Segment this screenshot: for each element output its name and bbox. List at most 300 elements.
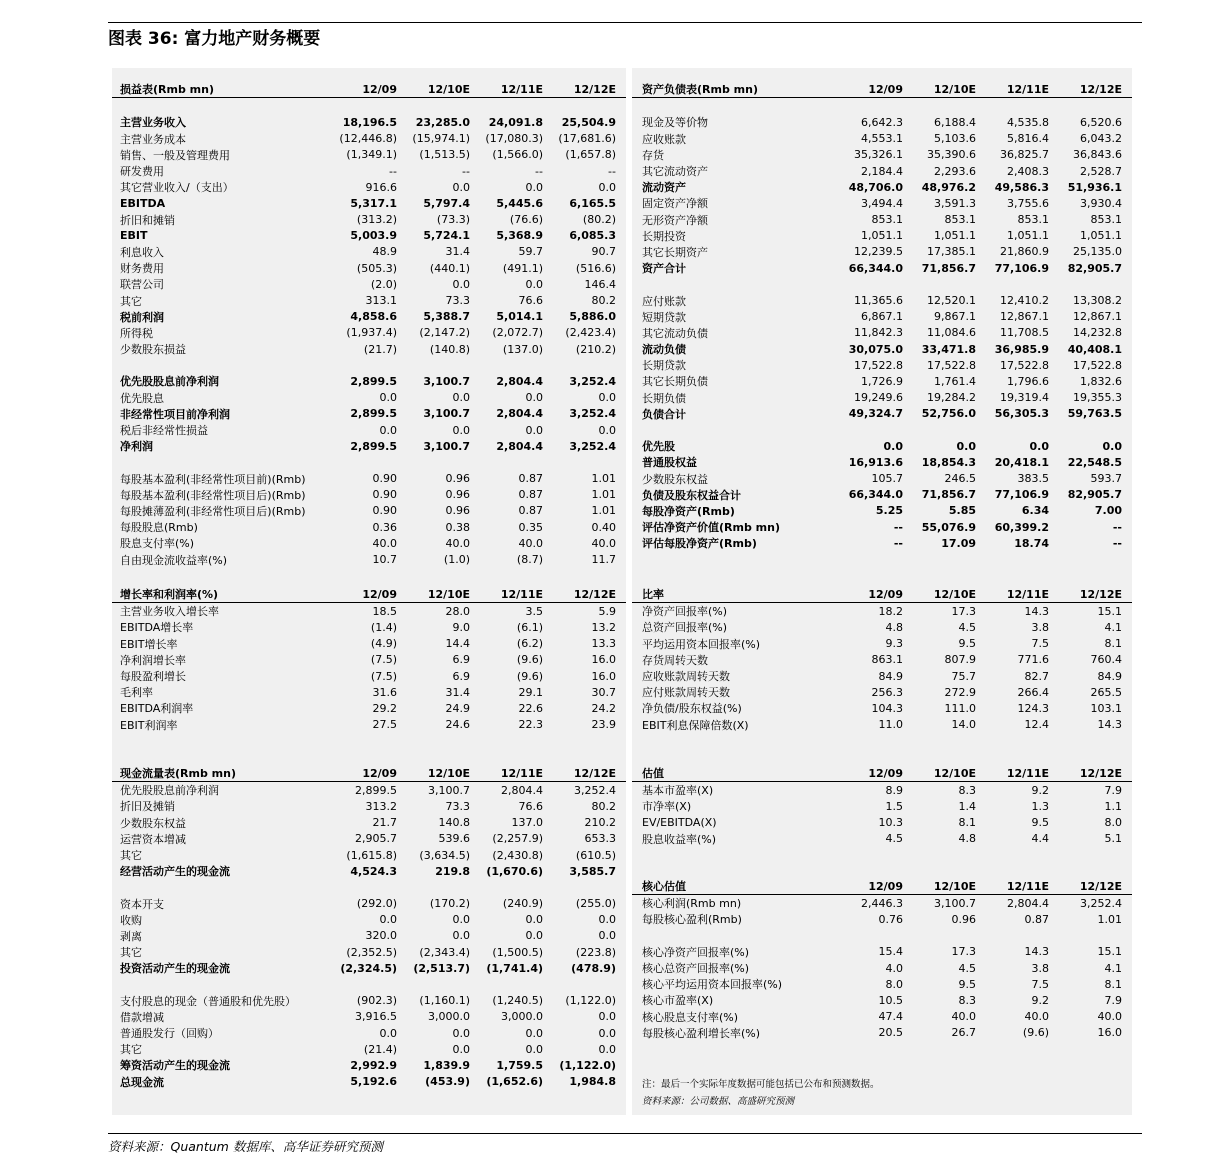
cell-value: 35,326.1	[854, 148, 903, 162]
cell-value: 771.6	[1017, 653, 1049, 667]
row-label: 其它	[120, 294, 142, 308]
table-row	[112, 325, 626, 341]
table-row	[112, 309, 626, 325]
table-row	[632, 131, 1132, 147]
cell-value: 0.0	[452, 1042, 470, 1056]
cell-value: 17,522.8	[1073, 358, 1122, 372]
cell-value: 23.9	[591, 718, 616, 732]
table-row	[112, 863, 626, 879]
cell-value: 3,585.7	[569, 864, 616, 878]
cell-value: 539.6	[438, 832, 470, 846]
table-row	[112, 831, 626, 847]
cell-value: 49,324.7	[848, 407, 903, 421]
table-row	[112, 228, 626, 244]
cell-value: 1,839.9	[423, 1058, 470, 1072]
core-valuation-table	[632, 878, 1132, 1041]
table-row	[112, 276, 626, 292]
cell-value: 3,252.4	[574, 783, 616, 797]
cell-value: 12,520.1	[927, 294, 976, 308]
row-label: 毛利率	[120, 686, 153, 700]
cell-value: 0.0	[883, 439, 903, 453]
table-row	[112, 896, 626, 912]
cell-value: 1.5	[885, 799, 903, 813]
cell-value: 82,905.7	[1067, 488, 1122, 502]
cell-value: 0.40	[591, 520, 616, 534]
cell-value: 1,051.1	[934, 229, 976, 243]
cell-value: 84.9	[878, 669, 903, 683]
cell-value: 0.0	[379, 423, 397, 437]
table-row	[112, 684, 626, 700]
row-label: 股息收益率(%)	[642, 832, 717, 846]
table-row	[632, 212, 1132, 228]
cell-value: 0.0	[525, 180, 543, 194]
cell-value: (240.9)	[502, 897, 543, 911]
cell-value: 12/09	[868, 766, 903, 780]
cell-value: 1,051.1	[1007, 229, 1049, 243]
row-label: 投资活动产生的现金流	[120, 962, 230, 976]
cell-value: 66,344.0	[848, 488, 903, 502]
table-row	[112, 487, 626, 503]
cell-value: 0.35	[518, 520, 543, 534]
cell-value: 17,522.8	[927, 358, 976, 372]
table-row	[632, 944, 1132, 960]
cell-value: 12/11E	[1006, 587, 1049, 601]
cell-value: 3,000.0	[428, 1010, 470, 1024]
table-row	[632, 928, 1132, 944]
cell-value: 17,522.8	[1000, 358, 1049, 372]
cell-value: 12,410.2	[1000, 294, 1049, 308]
cell-value: (516.6)	[575, 261, 616, 275]
cell-value: 0.90	[372, 472, 397, 486]
cell-value: 12/11E	[1006, 879, 1049, 893]
row-label: 其它	[120, 946, 142, 960]
table-row	[632, 341, 1132, 357]
cell-value: 2,804.4	[496, 439, 543, 453]
cell-value: 31.4	[445, 685, 470, 699]
cell-value: 3.5	[525, 604, 543, 618]
cell-value: 24,091.8	[488, 115, 543, 129]
cell-value: 12/11E	[1006, 82, 1049, 96]
row-label: 每股摊薄盈利(非经常性项目后)(Rmb)	[120, 504, 306, 518]
cell-value: 2,804.4	[1007, 896, 1049, 910]
cell-value: 5,816.4	[1007, 132, 1049, 146]
cell-value: 40.0	[951, 1010, 976, 1024]
row-label: EBITDA增长率	[120, 621, 194, 635]
cell-value: 23,285.0	[415, 115, 470, 129]
cell-value: 18.5	[372, 604, 397, 618]
cell-value: 0.0	[598, 1042, 616, 1056]
cell-value: 210.2	[584, 816, 616, 830]
row-label: EBITDA	[120, 196, 166, 210]
row-label: 资本开支	[120, 897, 164, 911]
table-row	[632, 147, 1132, 163]
cell-value: 48,976.2	[921, 180, 976, 194]
cell-value: (2,352.5)	[346, 945, 397, 959]
row-label: 流动资产	[642, 181, 686, 195]
table-row	[112, 471, 626, 487]
cell-value: 593.7	[1090, 472, 1122, 486]
cell-value: 5,388.7	[423, 310, 470, 324]
cell-value: 15.1	[1097, 604, 1122, 618]
row-label: 长期负债	[642, 391, 686, 405]
cell-value: (6.1)	[516, 620, 543, 634]
row-label: 其它营业收入/（支出）	[120, 181, 234, 195]
cell-value: 17,385.1	[927, 245, 976, 259]
cell-value: (313.2)	[356, 213, 397, 227]
table-row	[632, 960, 1132, 976]
cell-value: 29.2	[372, 701, 397, 715]
cell-value: 4,524.3	[350, 864, 397, 878]
row-label: 市净率(X)	[642, 800, 692, 814]
row-label: 主营业务成本	[120, 132, 186, 146]
cell-value: 14,232.8	[1073, 326, 1122, 340]
cell-value: 16.0	[591, 653, 616, 667]
cell-value: 3,252.4	[1080, 896, 1122, 910]
cell-value: 9.5	[1031, 816, 1049, 830]
cell-value: 5,317.1	[350, 196, 397, 210]
cell-value: 0.96	[445, 472, 470, 486]
cell-value: 0.0	[598, 423, 616, 437]
cell-value: (1,937.4)	[346, 326, 397, 340]
cell-value: 36,985.9	[994, 342, 1049, 356]
cell-value: 0.76	[878, 912, 903, 926]
table-row	[112, 163, 626, 179]
row-label: 每股净资产(Rmb)	[642, 504, 735, 518]
cell-value: 5,368.9	[496, 229, 543, 243]
cell-value: 2,899.5	[350, 439, 397, 453]
table-row	[632, 1025, 1132, 1041]
cell-value: 21.7	[372, 816, 397, 830]
cell-value: 31.6	[372, 685, 397, 699]
table-row	[112, 1041, 626, 1057]
cell-value: (292.0)	[356, 897, 397, 911]
cell-value: 8.0	[1104, 816, 1122, 830]
cell-value: 12/12E	[1079, 766, 1122, 780]
row-label: 少数股东损益	[120, 343, 186, 357]
cell-value: 19,319.4	[1000, 391, 1049, 405]
cell-value: (1.4)	[370, 620, 397, 634]
top-rule	[108, 22, 1142, 23]
table-row	[632, 603, 1132, 619]
cell-value: 35,390.6	[927, 148, 976, 162]
table-row	[112, 292, 626, 308]
cell-value: 18,854.3	[921, 455, 976, 469]
cell-value: 14.4	[445, 637, 470, 651]
row-label: 其它	[120, 1043, 142, 1057]
table-row	[632, 373, 1132, 389]
row-label: EBIT利息保障倍数(X)	[642, 718, 749, 732]
row-label: 少数股东权益	[120, 816, 186, 830]
cell-value: 36,843.6	[1073, 148, 1122, 162]
cell-value: 6,642.3	[861, 115, 903, 129]
table-row	[112, 341, 626, 357]
cell-value: 2,293.6	[934, 164, 976, 178]
cell-value: 90.7	[591, 245, 616, 259]
table-row	[112, 1057, 626, 1073]
right-panel	[632, 68, 1132, 1115]
row-label: EBIT利润率	[120, 718, 178, 732]
table-row	[632, 454, 1132, 470]
cell-value: 12/10E	[427, 82, 470, 96]
table-row	[632, 798, 1132, 814]
cell-value: 13,308.2	[1073, 294, 1122, 308]
cell-value: 12/09	[868, 879, 903, 893]
table-row	[632, 228, 1132, 244]
cell-value: 7.5	[1031, 637, 1049, 651]
cell-value: 2,992.9	[350, 1058, 397, 1072]
cell-value: (2,343.4)	[419, 945, 470, 959]
table-row	[112, 668, 626, 684]
cell-value: 0.96	[445, 504, 470, 518]
cell-value: 6.9	[452, 653, 470, 667]
cell-value: 14.3	[1024, 604, 1049, 618]
row-label: 增长率和利润率(%)	[120, 588, 219, 602]
cell-value: 105.7	[871, 472, 903, 486]
cell-value: 11,842.3	[854, 326, 903, 340]
cell-value: 8.1	[1104, 637, 1122, 651]
cell-value: 12/10E	[933, 587, 976, 601]
cell-value: 26.7	[951, 1026, 976, 1040]
cell-value: 9.2	[1031, 783, 1049, 797]
table-row	[112, 1074, 626, 1090]
cell-value: 313.2	[365, 799, 397, 813]
table-row	[632, 1009, 1132, 1025]
cell-value: 3.8	[1031, 961, 1049, 975]
cell-value: (2,257.9)	[492, 832, 543, 846]
cell-value: 12/12E	[1079, 587, 1122, 601]
table-row	[632, 700, 1132, 716]
cell-value: 2,528.7	[1080, 164, 1122, 178]
table-row	[632, 668, 1132, 684]
table-row	[112, 815, 626, 831]
cell-value: 73.3	[445, 799, 470, 813]
cell-value: 25,135.0	[1073, 245, 1122, 259]
cell-value: 56,305.3	[994, 407, 1049, 421]
row-label: 其它流动负债	[642, 326, 708, 340]
cell-value: 12,867.1	[1000, 310, 1049, 324]
cell-value: 104.3	[871, 701, 903, 715]
cell-value: (170.2)	[429, 897, 470, 911]
cell-value: (17,080.3)	[485, 132, 543, 146]
cell-value: 75.7	[951, 669, 976, 683]
cell-value: 0.0	[525, 423, 543, 437]
cell-value: (1,615.8)	[346, 848, 397, 862]
cell-value: 0.0	[525, 277, 543, 291]
cell-value: 80.2	[591, 799, 616, 813]
row-label: 优先股息	[120, 391, 164, 405]
cell-value: 6,085.3	[569, 229, 616, 243]
cell-value: 9.0	[452, 620, 470, 634]
cell-value: 3,916.5	[355, 1010, 397, 1024]
cell-value: 17.3	[951, 604, 976, 618]
cell-value: 3,930.4	[1080, 196, 1122, 210]
row-label: 无形资产净额	[642, 213, 708, 227]
cell-value: 6,165.5	[569, 196, 616, 210]
row-label: 研发费用	[120, 165, 164, 179]
table-row	[632, 717, 1132, 733]
row-label: 评估净资产价值(Rmb mn)	[642, 521, 780, 535]
row-label: 现金流量表(Rmb mn)	[120, 767, 236, 781]
cell-value: 2,408.3	[1007, 164, 1049, 178]
cell-value: 853.1	[1017, 213, 1049, 227]
cell-value: 66,344.0	[848, 261, 903, 275]
table-row	[632, 276, 1132, 292]
cell-value: 0.0	[598, 1026, 616, 1040]
table-row	[112, 944, 626, 960]
table-row	[632, 619, 1132, 635]
cell-value: 28.0	[445, 604, 470, 618]
cell-value: 12/12E	[573, 587, 616, 601]
cell-value: 140.8	[438, 816, 470, 830]
cell-value: 77,106.9	[994, 261, 1049, 275]
table-row	[632, 911, 1132, 927]
cell-value: 853.1	[871, 213, 903, 227]
cell-value: 9.2	[1031, 993, 1049, 1007]
cell-value: (15,974.1)	[412, 132, 470, 146]
cell-value: 256.3	[871, 685, 903, 699]
cell-value: 2,905.7	[355, 832, 397, 846]
table-row	[632, 636, 1132, 652]
cell-value: (7.5)	[370, 669, 397, 683]
table-row	[112, 912, 626, 928]
cell-value: (21.7)	[363, 342, 397, 356]
cell-value: (1,566.0)	[492, 148, 543, 162]
table-row	[632, 815, 1132, 831]
cell-value: (2,072.7)	[492, 326, 543, 340]
cell-value: 12/10E	[933, 82, 976, 96]
cell-value: --	[1112, 536, 1122, 550]
row-label: 主营业务收入增长率	[120, 605, 219, 619]
cell-value: 36,825.7	[1000, 148, 1049, 162]
cell-value: 8.9	[885, 783, 903, 797]
row-label: 评估每股净资产(Rmb)	[642, 537, 757, 551]
cell-value: (2,324.5)	[340, 961, 397, 975]
cell-value: 73.3	[445, 294, 470, 308]
table-row	[632, 292, 1132, 308]
table-header-row	[632, 765, 1132, 782]
cell-value: 0.0	[598, 929, 616, 943]
row-label: 核心平均运用资本回报率(%)	[642, 978, 783, 992]
cell-value: 3,100.7	[934, 896, 976, 910]
cell-value: (2.0)	[370, 277, 397, 291]
cell-value: 0.0	[1029, 439, 1049, 453]
balance-sheet-table	[632, 81, 1132, 551]
row-label: 折旧及摊销	[120, 800, 175, 814]
cell-value: 2,804.4	[496, 374, 543, 388]
cell-value: 219.8	[435, 864, 470, 878]
cell-value: 5,445.6	[496, 196, 543, 210]
cell-value: 0.0	[598, 1010, 616, 1024]
cell-value: 653.3	[584, 832, 616, 846]
cell-value: 4.8	[958, 832, 976, 846]
table-row	[112, 603, 626, 619]
cell-value: 13.2	[591, 620, 616, 634]
income-statement-table	[112, 81, 626, 568]
row-label: 总资产回报率(%)	[642, 621, 728, 635]
table-header-row	[632, 81, 1132, 98]
cell-value: 1,984.8	[569, 1075, 616, 1089]
table-row	[112, 114, 626, 130]
cell-value: 0.0	[452, 913, 470, 927]
cell-value: 5.85	[948, 504, 976, 518]
cell-value: 27.5	[372, 718, 397, 732]
cell-value: 5,192.6	[350, 1075, 397, 1089]
cell-value: --	[535, 164, 543, 178]
table-row	[112, 798, 626, 814]
cell-value: 9.3	[885, 637, 903, 651]
cell-value: 24.2	[591, 701, 616, 715]
cell-value: 14.0	[951, 718, 976, 732]
cell-value: 12/09	[362, 587, 397, 601]
row-label: 核心估值	[642, 880, 686, 894]
cell-value: --	[893, 520, 903, 534]
cell-value: 55,076.9	[921, 520, 976, 534]
cell-value: 7.5	[1031, 977, 1049, 991]
cell-value: 4.1	[1104, 961, 1122, 975]
table-row	[632, 471, 1132, 487]
cell-value: 12,867.1	[1073, 310, 1122, 324]
cell-value: 2,184.4	[861, 164, 903, 178]
table-row	[112, 438, 626, 454]
row-label: 优先股股息前净利润	[120, 784, 219, 798]
table-row	[632, 114, 1132, 130]
cell-value: 0.0	[525, 1042, 543, 1056]
cell-value: 11.0	[878, 718, 903, 732]
row-label: 基本市盈率(X)	[642, 784, 714, 798]
row-label: 每股盈利增长	[120, 670, 186, 684]
table-header-row	[112, 586, 626, 603]
cell-value: 146.4	[584, 277, 616, 291]
row-label: 自由现金流收益率(%)	[120, 553, 228, 567]
cell-value: 1,726.9	[861, 374, 903, 388]
cell-value: 12/11E	[500, 82, 543, 96]
table-row	[632, 895, 1132, 911]
cell-value: 4.5	[958, 620, 976, 634]
cell-value: 5,003.9	[350, 229, 397, 243]
row-label: 每股核心盈利(Rmb)	[642, 913, 742, 927]
table-row	[112, 636, 626, 652]
cell-value: 0.0	[452, 929, 470, 943]
cell-value: 12/10E	[933, 766, 976, 780]
cell-value: 4,553.1	[861, 132, 903, 146]
cell-value: 5,797.4	[423, 196, 470, 210]
row-label: 净利润	[120, 440, 153, 454]
cell-value: 4.5	[958, 961, 976, 975]
cell-value: 0.87	[518, 488, 543, 502]
cell-value: (1,652.6)	[486, 1075, 543, 1089]
row-label: 应付账款	[642, 294, 686, 308]
row-label: 核心总资产回报率(%)	[642, 962, 750, 976]
cell-value: 80.2	[591, 294, 616, 308]
table-row	[112, 1009, 626, 1025]
cell-value: 0.0	[525, 913, 543, 927]
row-label: 非经常性项目前净利润	[120, 407, 230, 421]
cell-value: 22.6	[518, 701, 543, 715]
row-label: 应收账款	[642, 132, 686, 146]
row-label: 其它长期负债	[642, 375, 708, 389]
row-label: 收购	[120, 913, 142, 927]
cell-value: 0.0	[598, 391, 616, 405]
cell-value: (453.9)	[425, 1075, 470, 1089]
cell-value: (610.5)	[575, 848, 616, 862]
table-row	[632, 179, 1132, 195]
cell-value: 1.01	[591, 472, 616, 486]
table-row	[112, 212, 626, 228]
cell-value: 3,252.4	[569, 374, 616, 388]
cell-value: (1,670.6)	[486, 864, 543, 878]
cell-value: 40.0	[518, 536, 543, 550]
cell-value: 9.5	[958, 977, 976, 991]
